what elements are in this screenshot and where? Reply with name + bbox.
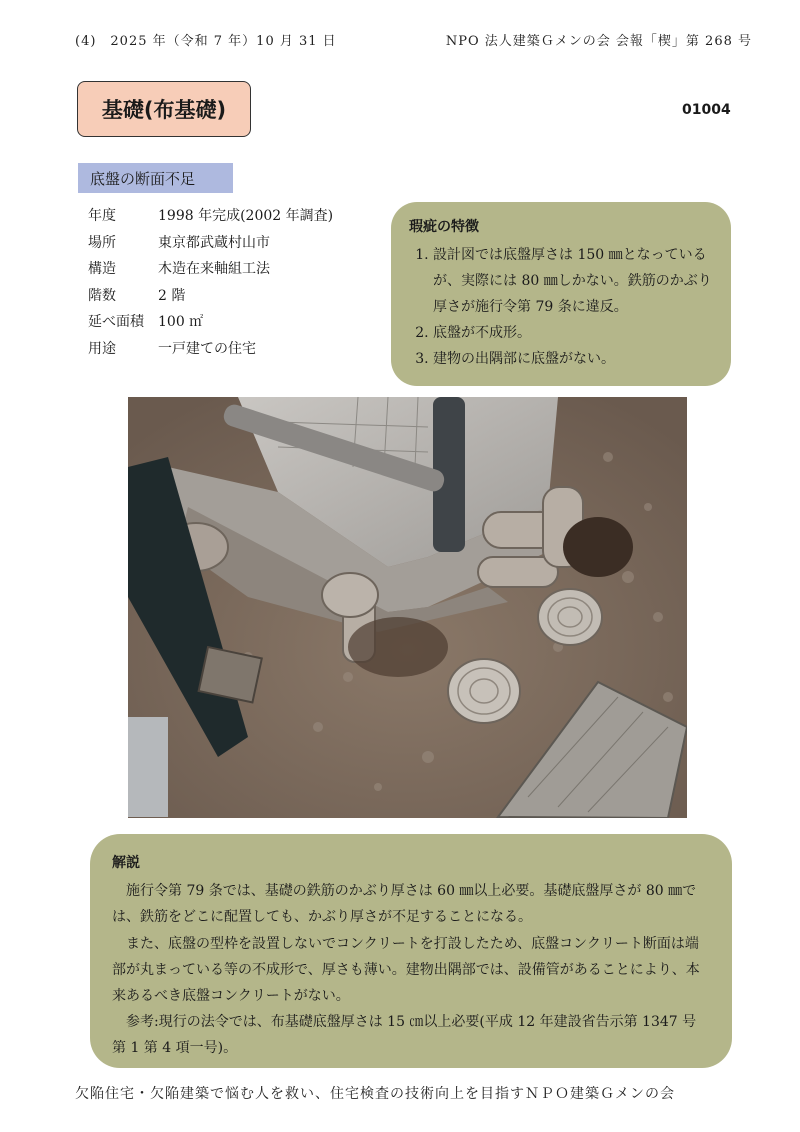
- header-date: (4) 2025 年（令和 7 年）10 月 31 日: [75, 34, 337, 49]
- info-value: 木造在来軸組工法: [158, 261, 270, 277]
- features-list: [409, 242, 713, 372]
- info-value: 100 ㎡: [158, 314, 204, 330]
- feature-item: 1. 設計図では底盤厚さは 150 ㎜となっているが、実際には 80 ㎜しかない。鉄筋のかぶり厚さが施行令第 79 条に違反。: [433, 242, 713, 320]
- info-value: 東京都武蔵村山市: [158, 234, 270, 251]
- info-row-floors: [88, 285, 333, 312]
- feature-item: 3. 建物の出隅部に底盤がない。: [433, 346, 713, 372]
- explanation-paragraph: 参考:現行の法令では、布基礎底盤厚さは 15 ㎝以上必要(平成 12 年建設省告示第 1347 号第 1 第 4 項一号)。: [112, 1014, 697, 1057]
- page-footer: 欠陥住宅・欠陥建築で悩む人を救い、住宅検査の技術向上を目指すＮＰＯ建築Ｇメンの会: [75, 1086, 675, 1102]
- explanation-paragraph: 施行令第 79 条では、基礎の鉄筋のかぶり厚さは 60 ㎜以上必要。基礎底盤厚さが 80 ㎜では、鉄筋をどこに配置しても、かぶり厚さが不足することになる。: [112, 883, 697, 926]
- page-title: 基礎(布基礎): [77, 81, 251, 137]
- info-value: 2 階: [158, 287, 186, 304]
- info-row-location: [88, 232, 333, 259]
- info-row-usage: [88, 338, 333, 365]
- info-row-floor-area: [88, 311, 333, 338]
- explanation-panel: [90, 834, 732, 1068]
- info-label: 場所: [88, 234, 116, 251]
- project-info: [88, 205, 333, 364]
- info-label: 延べ面積: [88, 314, 144, 330]
- info-label: 構造: [88, 261, 116, 277]
- info-row-structure: [88, 258, 333, 285]
- page-header: [75, 30, 752, 49]
- info-row-year: [88, 205, 333, 232]
- defect-features-panel: [391, 202, 731, 386]
- info-label: 年度: [88, 208, 116, 224]
- section-subtitle: 底盤の断面不足: [78, 163, 233, 193]
- document-code: 01004: [682, 102, 731, 118]
- info-label: 階数: [88, 287, 116, 304]
- explanation-heading: 解説: [112, 855, 140, 871]
- info-value: 1998 年完成(2002 年調査): [158, 208, 334, 224]
- features-heading: 瑕疵の特徴: [409, 219, 479, 235]
- feature-item: 2. 底盤が不成形。: [433, 320, 713, 346]
- foundation-photo: [128, 397, 687, 818]
- info-label: 用途: [88, 340, 116, 357]
- explanation-paragraph: また、底盤の型枠を設置しないでコンクリートを打設したため、底盤コンクリート断面は端部が丸まっている等の不成形で、厚さも薄い。建物出隅部では、設備管があることにより、本来あるべき底盤コンクリートがない。: [112, 935, 700, 1005]
- info-value: 一戸建ての住宅: [158, 340, 256, 357]
- header-publication: NPO 法人建築Ｇメンの会 会報「楔」第 268 号: [445, 34, 752, 49]
